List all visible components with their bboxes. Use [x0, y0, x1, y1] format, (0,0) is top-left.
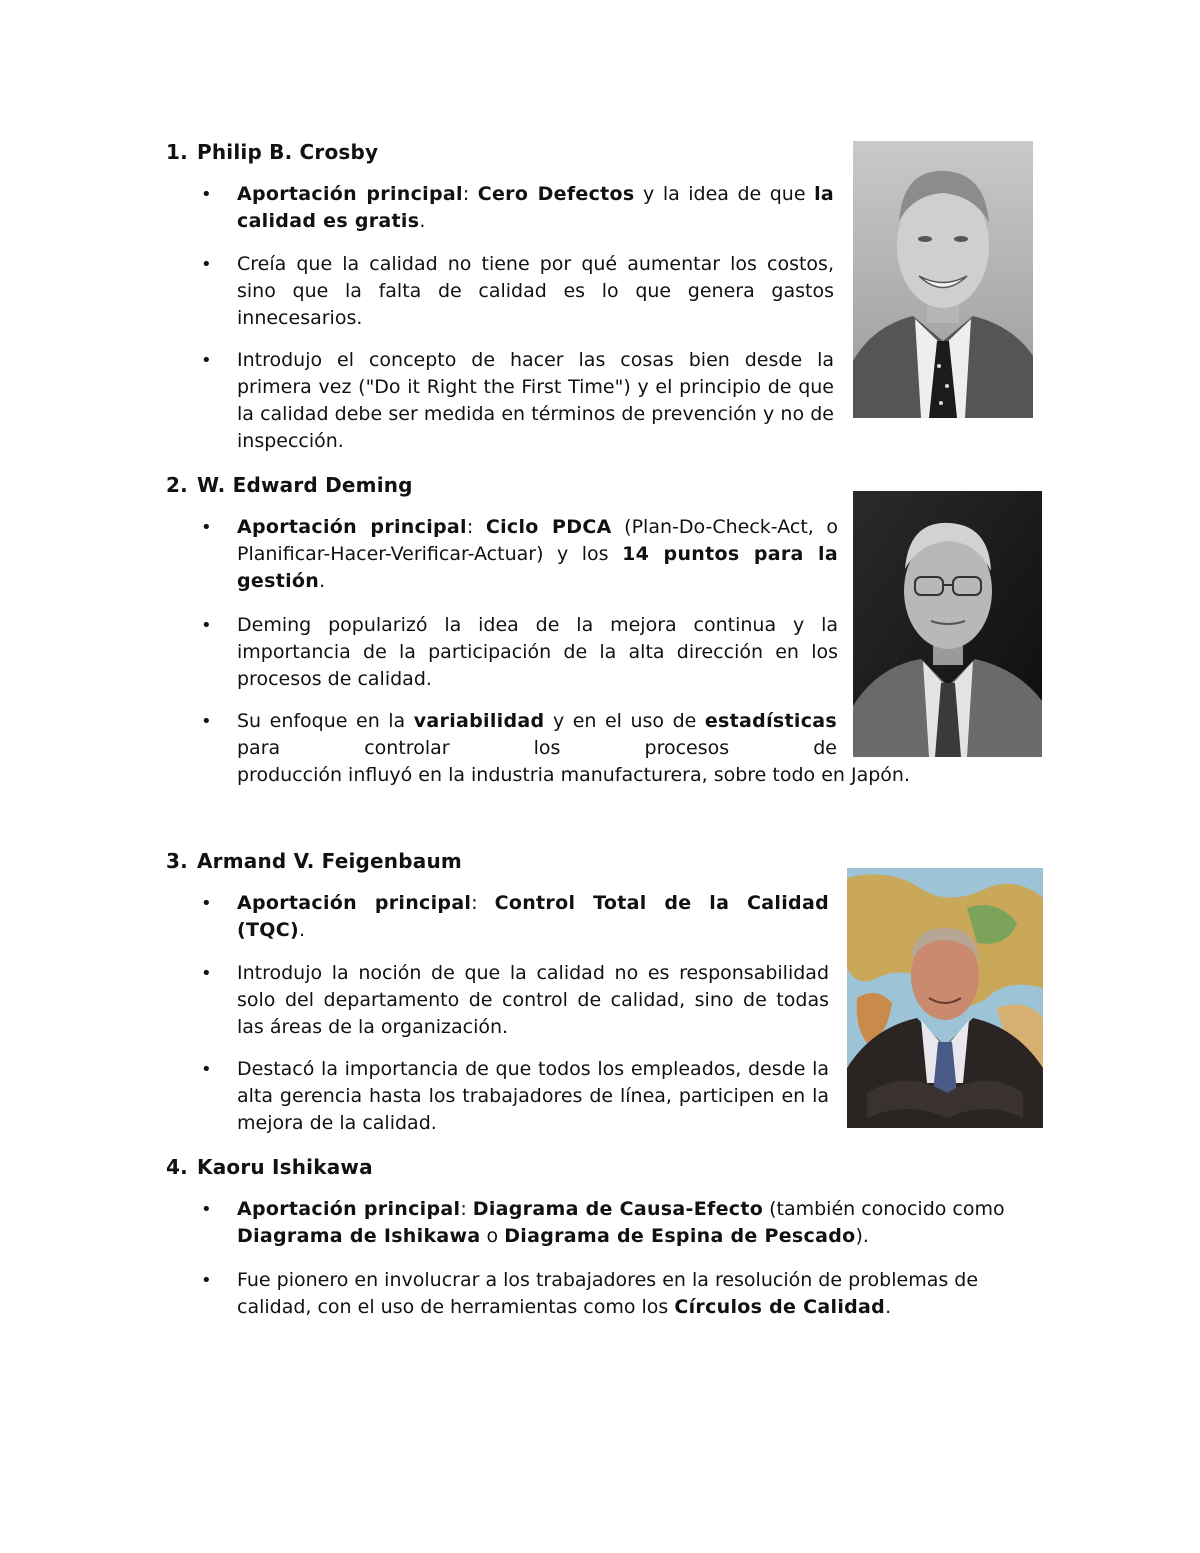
bold-text: Diagrama de Espina de Pescado — [504, 1225, 856, 1247]
text-run: y la idea de que — [634, 183, 815, 205]
text-run: Destacó la importancia de que todos los empleados, desde la alta gerencia hasta los trabajadores de línea, participen en la mejora de la calidad. — [237, 1058, 829, 1134]
section-heading — [166, 139, 378, 166]
list-item — [237, 612, 838, 693]
text-run: producción influyó en la industria manufacturera, sobre todo en Japón. — [237, 764, 910, 786]
text-run: : — [466, 516, 486, 538]
section-number: 4. — [166, 1155, 188, 1179]
section-title: Kaoru Ishikawa — [197, 1155, 373, 1179]
bold-text: Diagrama de Causa-Efecto — [472, 1198, 764, 1220]
list-item — [237, 251, 834, 332]
text-run: para controlar los procesos de — [237, 737, 837, 759]
section-heading — [166, 472, 413, 499]
portrait-photo-crosby — [853, 141, 1033, 418]
bold-text: Aportación principal — [237, 183, 463, 205]
text-run: (Plan-Do-Check-Act, o Planificar-Hacer-Verificar-Actuar) y los — [237, 516, 839, 565]
text-run: Creía que la calidad no tiene por qué aumentar los costos, sino que la falta de calidad es lo que genera gastos innecesarios. — [237, 253, 834, 329]
portrait-photo-feigenbaum — [847, 868, 1043, 1128]
bold-text: Control Total de la Calidad (TQC) — [237, 892, 829, 941]
text-run: o — [480, 1225, 505, 1247]
bullet-icon: • — [201, 350, 212, 371]
text-run: Su enfoque en la — [237, 710, 414, 732]
bullet-icon: • — [201, 517, 212, 538]
bold-text: Círculos de Calidad — [674, 1296, 886, 1318]
bullet-icon: • — [201, 1059, 212, 1080]
list-item — [237, 708, 837, 762]
list-item — [237, 1196, 1037, 1250]
text-run: . — [419, 210, 426, 232]
text-run: . — [298, 919, 305, 941]
list-item — [237, 347, 834, 455]
text-run: ). — [855, 1225, 869, 1247]
list-item — [237, 514, 838, 595]
bullet-icon: • — [201, 1270, 212, 1291]
bold-text: Aportación principal — [237, 516, 467, 538]
bold-text: Aportación principal — [237, 1198, 461, 1220]
list-item — [237, 890, 829, 944]
bold-text: Ciclo PDCA — [485, 516, 612, 538]
section-title: Philip B. Crosby — [197, 140, 379, 164]
text-run: Introdujo la noción de que la calidad no es responsabilidad solo del departamento de control de calidad, sino de todas las áreas de la organización. — [237, 962, 829, 1038]
section-title: Armand V. Feigenbaum — [197, 849, 462, 873]
list-item — [237, 181, 834, 235]
section-number: 1. — [166, 140, 188, 164]
bullet-icon: • — [201, 711, 212, 732]
text-run: Fue pionero en involucrar a los trabajadores en la resolución de problemas de calidad, con el uso de herramientas como los — [237, 1269, 979, 1318]
list-item — [237, 1267, 1037, 1321]
list-item-continuation — [237, 762, 1037, 789]
bullet-icon: • — [201, 893, 212, 914]
bullet-icon: • — [201, 615, 212, 636]
text-run: y en el uso de — [544, 710, 705, 732]
bullet-icon: • — [201, 184, 212, 205]
bold-text: 14 puntos para la gestión — [237, 543, 838, 592]
section-number: 2. — [166, 473, 188, 497]
bold-text: Diagrama de Ishikawa — [237, 1225, 481, 1247]
bold-text: Aportación principal — [237, 892, 472, 914]
portrait-photo-deming — [853, 491, 1042, 757]
bold-text: Cero Defectos — [477, 183, 635, 205]
text-run: Deming popularizó la idea de la mejora continua y la importancia de la participación de la alta dirección en los procesos de calidad. — [237, 614, 838, 690]
section-title: W. Edward Deming — [197, 473, 413, 497]
text-run: (también conocido como — [763, 1198, 1005, 1220]
text-run: : — [460, 1198, 473, 1220]
list-item — [237, 960, 829, 1041]
text-run: . — [885, 1296, 892, 1318]
section-number: 3. — [166, 849, 188, 873]
bullet-icon: • — [201, 963, 212, 984]
bold-text: estadísticas — [704, 710, 837, 732]
list-item — [237, 1056, 829, 1137]
bullet-icon: • — [201, 254, 212, 275]
text-run: Introdujo el concepto de hacer las cosas bien desde la primera vez ("Do it Right the First Time") y el principio de que la calidad debe ser medida en términos de prevención y no de inspección. — [237, 349, 834, 452]
bold-text: variabilidad — [413, 710, 545, 732]
text-run: : — [471, 892, 495, 914]
section-heading — [166, 1154, 373, 1181]
text-run: . — [319, 570, 326, 592]
section-heading — [166, 848, 462, 875]
bold-text: la calidad es gratis — [237, 183, 834, 232]
text-run: : — [462, 183, 478, 205]
bullet-icon: • — [201, 1199, 212, 1220]
